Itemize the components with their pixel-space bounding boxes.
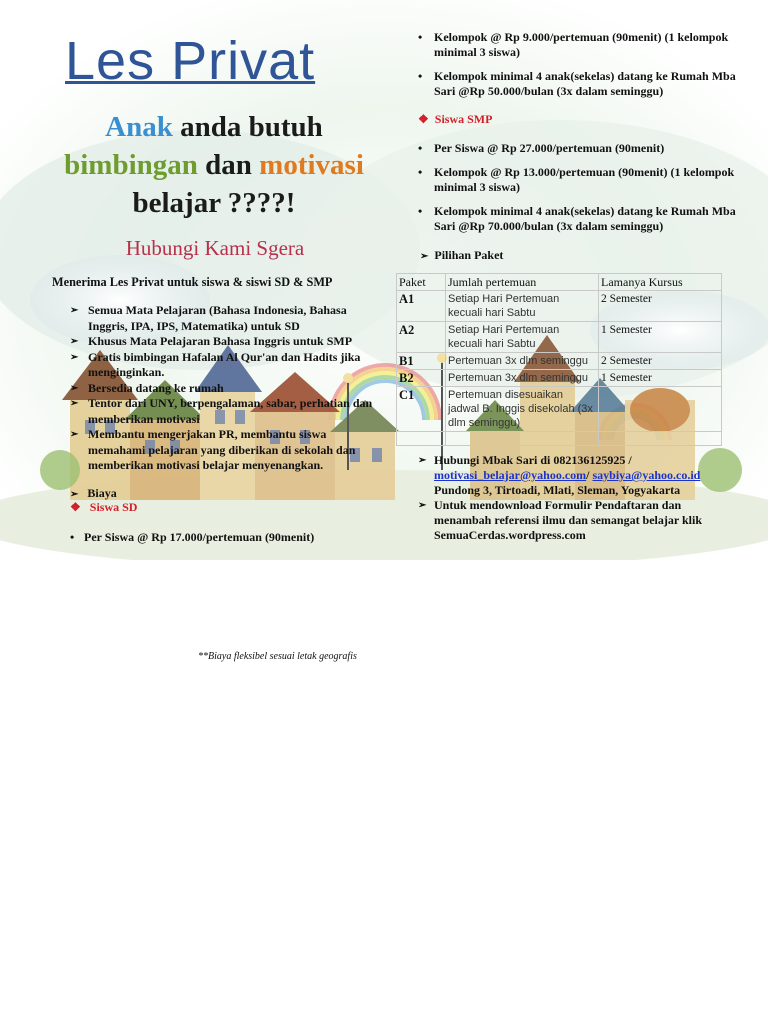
download-info-item: ➢ Untuk mendownload Formulir Pendaftaran dan menambah referensi ilmu dan semangat belajar klik SemuaCerdas.wordpress.com: [418, 498, 703, 542]
table-row-empty: [397, 432, 722, 446]
arrow-bullet-icon: ➢: [70, 489, 79, 500]
list-item: ➢ Semua Mata Pelajaran (Bahasa Indonesia, Bahasa Inggris, IPA, IPS, Matematika) untuk SD: [70, 303, 347, 333]
package-code: A1: [397, 291, 446, 322]
table-row: [397, 322, 722, 353]
arrow-bullet-icon: ➢: [70, 336, 79, 347]
dot-bullet-icon: •: [418, 204, 423, 218]
package-code: A2: [397, 322, 446, 353]
package-duration: 2 Semester: [599, 291, 722, 322]
headline-word-anak: Anak: [105, 111, 173, 143]
table-row: [397, 353, 722, 370]
package-sessions: Setiap Hari Pertemuan kecuali hari Sabtu: [446, 322, 599, 353]
list-item: ➢ Bersedia datang ke rumah: [70, 380, 224, 395]
package-sessions: Pertemuan disesuaikan jadwal B. Inggis disekolah (3x dlm seminggu): [446, 387, 599, 432]
list-item: ➢ Khusus Mata Pelajaran Bahasa Inggris untuk SMP: [70, 334, 353, 348]
table-header-cell: Paket: [397, 274, 446, 291]
sd-price-item: • Kelompok minimal 4 anak(sekelas) datang ke Rumah Mba Sari @Rp 50.000/bulan (3x dalam seminggu): [418, 69, 736, 98]
arrow-bullet-icon: ➢: [418, 455, 427, 466]
package-code: C1: [397, 387, 446, 432]
address-text: Pundong 3, Tirtoadi, Mlati, Sleman, Yogyakarta: [434, 483, 681, 497]
package-table: [396, 273, 722, 446]
dot-bullet-icon: •: [418, 165, 423, 179]
table-row: [397, 387, 722, 432]
arrow-bullet-icon: ➢: [420, 251, 429, 262]
arrow-bullet-icon: ➢: [70, 429, 79, 440]
package-sessions: Pertemuan 3x dlm seminggu: [446, 370, 599, 387]
arrow-bullet-icon: ➢: [70, 382, 79, 394]
table-header-cell: Lamanya Kursus: [599, 274, 722, 291]
package-code: B1: [397, 353, 446, 370]
smp-price-item: • Kelompok minimal 4 anak(sekelas) datang ke Rumah Mba Sari @Rp 70.000/bulan (3x dalam seminggu): [418, 204, 736, 233]
table-header-row: [397, 274, 722, 291]
contact-heading: Hubungi Kami Sgera: [125, 236, 305, 260]
email-link-motivasi[interactable]: motivasi_belajar@yahoo.com: [434, 468, 587, 482]
list-item: ➢ Tentor dari UNY, berpengalaman, sabar, perhatian dan memberikan motivasi: [70, 396, 373, 426]
pilihan-paket-label: ➢ Pilihan Paket: [420, 248, 504, 262]
package-duration: 2 Semester: [599, 353, 722, 370]
page-title: Les Privat: [65, 31, 316, 91]
package-duration: [599, 387, 722, 432]
siswa-smp-label: ❖ Siswa SMP: [418, 112, 493, 126]
dot-bullet-icon: •: [70, 530, 75, 544]
smp-price-item: • Per Siswa @ Rp 27.000/pertemuan (90menit): [418, 141, 665, 155]
siswa-sd-label: ❖ Siswa SD: [70, 500, 138, 514]
package-duration: 1 Semester: [599, 322, 722, 353]
headline: [30, 108, 398, 222]
accept-text: Menerima Les Privat untuk siswa & siswi SD & SMP: [52, 275, 333, 289]
package-sessions: Setiap Hari Pertemuan kecuali hari Sabtu: [446, 291, 599, 322]
biaya-label: ➢ Biaya: [70, 486, 117, 500]
contact-info: [418, 453, 738, 543]
headline-text-2: dan: [197, 149, 260, 181]
headline-word-motivasi: motivasi: [259, 149, 364, 181]
package-code: B2: [397, 370, 446, 387]
list-item: ➢ Membantu mengerjakan PR, membantu siswa memahami pelajaran yang diberikan di sekolah dan memberikan motivasi belajar menyenangkan.: [70, 427, 356, 472]
headline-text-3: belajar ????!: [132, 187, 296, 219]
dot-bullet-icon: •: [418, 141, 423, 155]
feature-list: [70, 303, 380, 474]
table-row: [397, 291, 722, 322]
footnote: **Biaya fleksibel sesuai letak geografis: [198, 651, 357, 662]
sd-price-item: • Kelompok @ Rp 9.000/pertemuan (90menit) (1 kelompok minimal 3 siswa): [418, 30, 729, 59]
email-link-saybiya[interactable]: saybiya@yahoo.co.id: [592, 468, 701, 482]
sd-price-item: • Per Siswa @ Rp 17.000/pertemuan (90menit): [70, 530, 315, 544]
headline-word-bimbingan: bimbingan: [64, 149, 198, 181]
headline-text-1: anda butuh: [172, 111, 323, 143]
diamond-bullet-icon: ❖: [418, 112, 429, 126]
table-row: [397, 370, 722, 387]
package-sessions: Pertemuan 3x dlm seminggu: [446, 353, 599, 370]
smp-price-item: • Kelompok @ Rp 13.000/pertemuan (90menit) (1 kelompok minimal 3 siswa): [418, 165, 735, 194]
table-header-cell: Jumlah pertemuan: [446, 274, 599, 291]
arrow-bullet-icon: ➢: [70, 351, 79, 363]
list-item: ➢ Gratis bimbingan Hafalan Al Qur'an dan Hadits jika menginginkan.: [70, 349, 361, 379]
dot-bullet-icon: •: [418, 30, 423, 44]
dot-bullet-icon: •: [418, 69, 423, 83]
arrow-bullet-icon: ➢: [70, 398, 79, 409]
contact-phone-item: ➢ Hubungi Mbak Sari di 082136125925 / motivasi_belajar@yahoo.com/ saybiya@yahoo.co.id Pundong 3, Tirtoadi, Mlati, Sleman, Yogyakarta: [418, 453, 701, 497]
arrow-bullet-icon: ➢: [418, 500, 427, 511]
package-duration: 1 Semester: [599, 370, 722, 387]
right-column-prices: [418, 30, 738, 108]
arrow-bullet-icon: ➢: [70, 305, 79, 316]
diamond-bullet-icon: ❖: [70, 500, 81, 514]
smp-price-list: [418, 141, 738, 243]
